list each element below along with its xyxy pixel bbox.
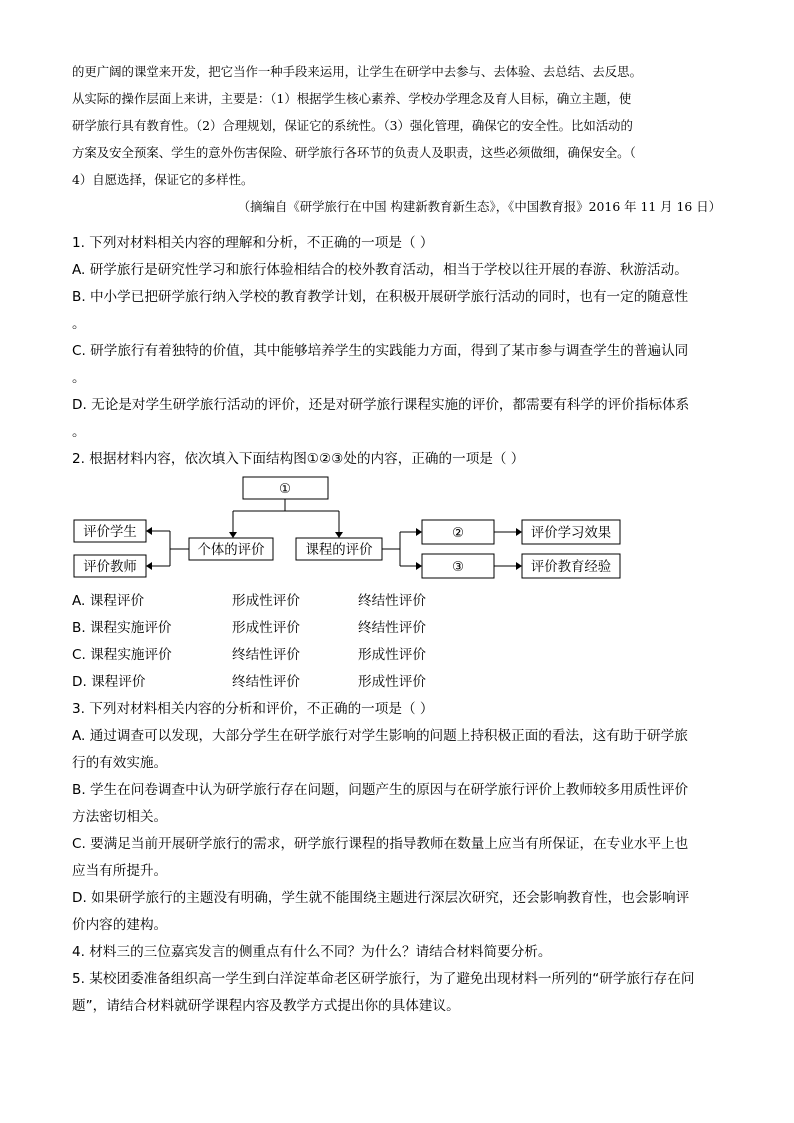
question-2-option-a-b: 形成性评价 xyxy=(232,593,300,609)
question-4-stem: 4. 材料三的三位嘉宾发言的侧重点有什么不同？为什么？请结合材料简要分析。 xyxy=(72,944,552,960)
structure-diagram xyxy=(0,472,794,582)
question-2-option-a: A. 课程评价 xyxy=(72,593,145,609)
diagram-learning-effect-label: 评价学习效果 xyxy=(530,526,612,541)
question-1-option-a: A. 研学旅行是研究性学习和旅行体验相结合的校外教育活动，相当于学校以往开展的春游、秋游活动。 xyxy=(72,262,688,278)
question-2-option-d: D. 课程评价 xyxy=(72,674,146,690)
question-2-option-a-c: 终结性评价 xyxy=(358,593,426,609)
passage-line-5: 4）自愿选择，保证它的多样性。 xyxy=(72,172,254,187)
question-3-option-a-cont: 行的有效实施。 xyxy=(72,755,168,771)
passage-line-4: 方案及安全预案、学生的意外伤害保险、研学旅行各环节的负责人及职责，这些必须做细，确保安全。（ xyxy=(72,145,636,160)
question-1-stem: 1. 下列对材料相关内容的理解和分析，不正确的一项是（ ） xyxy=(72,235,434,251)
question-3-option-c: C. 要满足当前开展研学旅行的需求，研学旅行课程的指导教师在数量上应当有所保证，在专业水平上也 xyxy=(72,836,689,852)
passage-line-1: 的更广阔的课堂来开发，把它当作一种手段来运用，让学生在研学中去参与、去体验、去总结、去反思。 xyxy=(72,64,642,79)
question-2-option-c: C. 课程实施评价 xyxy=(72,647,172,663)
question-3-option-a: A. 通过调查可以发现，大部分学生在研学旅行对学生影响的问题上持积极正面的看法，这有助于研学旅 xyxy=(72,728,688,744)
question-2-option-b-b: 形成性评价 xyxy=(232,620,300,636)
diagram-teaching-experience-label: 评价教育经验 xyxy=(530,560,612,575)
question-1-option-d: D. 无论是对学生研学旅行活动的评价，还是对研学旅行课程实施的评价，都需要有科学的评价指标体系 xyxy=(72,397,690,413)
question-2-option-d-b: 终结性评价 xyxy=(232,674,300,690)
question-3-stem: 3. 下列对材料相关内容的分析和评价，不正确的一项是（ ） xyxy=(72,701,434,717)
question-5-stem: 5. 某校团委准备组织高一学生到白洋淀革命老区研学旅行，为了避免出现材料一所列的“研学旅行存在问 xyxy=(72,971,695,987)
question-2-option-b-c: 终结性评价 xyxy=(358,620,426,636)
diagram-evaluate-teacher-label: 评价教师 xyxy=(83,560,137,575)
question-1-option-c: C. 研学旅行有着独特的价值，其中能够培养学生的实践能力方面，得到了某市参与调查学生的普遍认同 xyxy=(72,343,689,359)
question-2-stem: 2. 根据材料内容，依次填入下面结构图①②③处的内容，正确的一项是（ ） xyxy=(72,451,525,467)
question-2-option-d-c: 形成性评价 xyxy=(358,674,426,690)
passage-source: （摘编自《研学旅行在中国 构建新教育新生态》，《中国教育报》2016 年 11 月 16 日） xyxy=(237,199,721,214)
question-1-option-d-cont: 。 xyxy=(72,424,86,440)
diagram-course-label: 课程的评价 xyxy=(305,543,373,558)
question-3-option-b-cont: 方法密切相关。 xyxy=(72,809,168,825)
question-2-option-c-b: 终结性评价 xyxy=(232,647,300,663)
question-3-option-d: D. 如果研学旅行的主题没有明确，学生就不能围绕主题进行深层次研究，还会影响教育性，也会影响评 xyxy=(72,890,690,906)
diagram-top-label: ① xyxy=(278,482,292,497)
question-1-option-b: B. 中小学已把研学旅行纳入学校的教育教学计划，在积极开展研学旅行活动的同时，也有一定的随意性 xyxy=(72,289,689,305)
question-1-option-b-cont: 。 xyxy=(72,316,86,332)
question-1-option-c-cont: 。 xyxy=(72,370,86,386)
diagram-evaluate-student-label: 评价学生 xyxy=(83,525,137,540)
diagram-slot-3-label: ③ xyxy=(451,560,465,575)
question-2-option-b: B. 课程实施评价 xyxy=(72,620,172,636)
passage-line-3: 研学旅行具有教育性。（2）合理规划，保证它的系统性。（3）强化管理，确保它的安全性。比如活动的 xyxy=(72,118,633,133)
diagram-individual-label: 个体的评价 xyxy=(197,543,265,558)
question-3-option-d-cont: 价内容的建构。 xyxy=(72,917,168,933)
question-3-option-c-cont: 应当有所提升。 xyxy=(72,863,168,879)
passage-line-2: 从实际的操作层面上来讲，主要是：（1）根据学生核心素养、学校办学理念及育人目标，确立主题，使 xyxy=(72,91,632,106)
question-5-stem-cont: 题”，请结合材料就研学课程内容及教学方式提出你的具体建议。 xyxy=(72,998,460,1014)
diagram-slot-2-label: ② xyxy=(451,526,465,541)
question-2-option-c-c: 形成性评价 xyxy=(358,647,426,663)
question-3-option-b: B. 学生在问卷调查中认为研学旅行存在问题，问题产生的原因与在研学旅行评价上教师较多用质性评价 xyxy=(72,782,689,798)
